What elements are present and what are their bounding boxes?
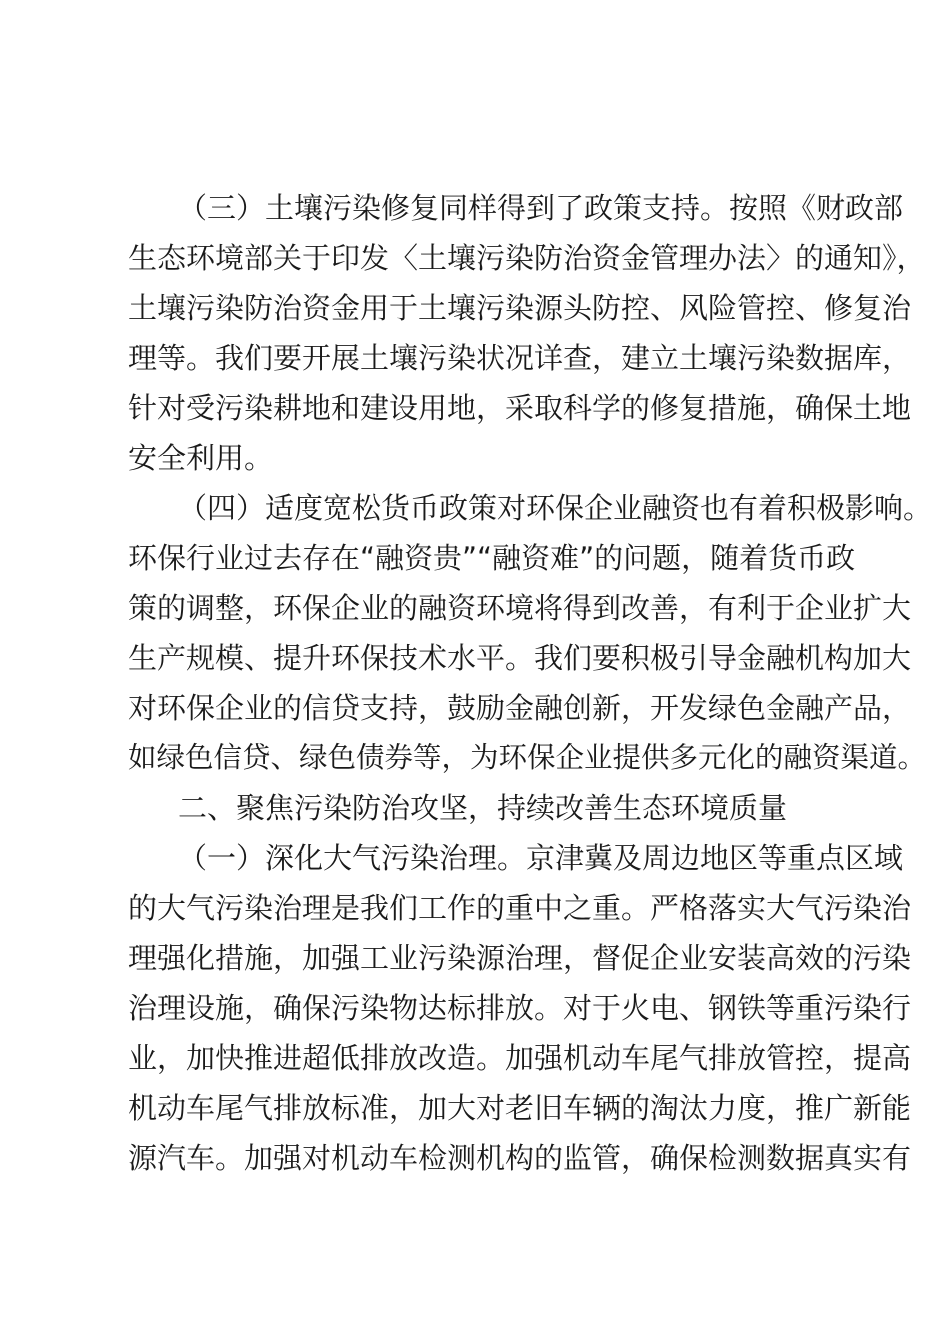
paragraph-5-line-7: 源汽车。加强对机动车检测机构的监管，确保检测数据真实有 xyxy=(128,1141,912,1175)
paragraph-4-line-2: 环保行业过去存在“融资贵”“融资难”的问题，随着货币政 xyxy=(128,541,856,575)
paragraph-5-line-2: 的大气污染治理是我们工作的重中之重。严格落实大气污染治 xyxy=(128,891,912,925)
paragraph-4-line-4: 生产规模、提升环保技术水平。我们要积极引导金融机构加大 xyxy=(128,641,912,675)
paragraph-5-line-5: 业，加快推进超低排放改造。加强机动车尾气排放管控，提高 xyxy=(128,1041,912,1075)
paragraph-3-line-2: 生态环境部关于印发〈土壤污染防治资金管理办法〉的通知》， xyxy=(128,241,926,275)
section-heading: 二、聚焦污染防治攻坚，持续改善生态环境质量 xyxy=(178,791,788,825)
paragraph-3-line-3: 土壤污染防治资金用于土壤污染源头防控、风险管控、修复治 xyxy=(128,291,912,325)
paragraph-4-line-5: 对环保企业的信贷支持，鼓励金融创新，开发绿色金融产品， xyxy=(128,691,912,725)
paragraph-5-line-6: 机动车尾气排放标准，加大对老旧车辆的淘汰力度，推广新能 xyxy=(128,1091,912,1125)
paragraph-4-line-3: 策的调整，环保企业的融资环境将得到改善，有利于企业扩大 xyxy=(128,591,912,625)
paragraph-5-line-1: （一）深化大气污染治理。京津冀及周边地区等重点区域 xyxy=(178,841,904,875)
paragraph-3-line-1: （三）土壤污染修复同样得到了政策支持。按照《财政部 xyxy=(178,191,904,225)
paragraph-5-line-3: 理强化措施，加强工业污染源治理，督促企业安装高效的污染 xyxy=(128,941,912,975)
paragraph-3-line-5: 针对受污染耕地和建设用地，采取科学的修复措施，确保土地 xyxy=(128,391,912,425)
paragraph-5-line-4: 治理设施，确保污染物达标排放。对于火电、钢铁等重污染行 xyxy=(128,991,912,1025)
paragraph-4-line-1: （四）适度宽松货币政策对环保企业融资也有着积极影响。 xyxy=(178,491,933,525)
paragraph-3-line-4: 理等。我们要开展土壤污染状况详查，建立土壤污染数据库， xyxy=(128,341,912,375)
paragraph-3-line-6: 安全利用。 xyxy=(128,441,274,475)
paragraph-4-line-6: 如绿色信贷、绿色债券等，为环保企业提供多元化的融资渠道。 xyxy=(128,741,927,774)
